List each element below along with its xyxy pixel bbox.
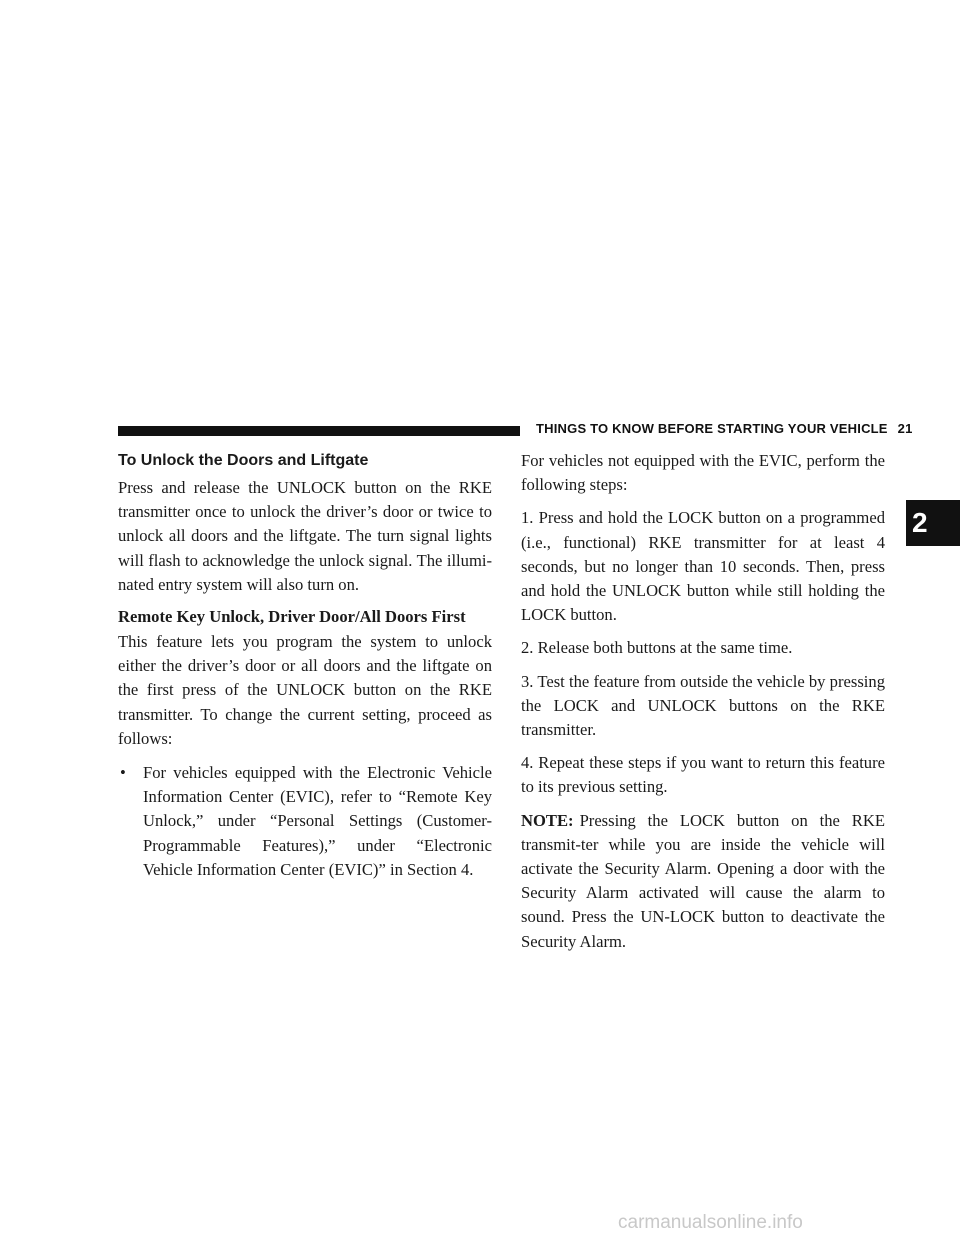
page-number: 21: [897, 421, 913, 436]
left-column: [118, 450, 492, 882]
step-item: 3. Test the feature from outside the vehicle by pressing the LOCK and UNLOCK buttons on the RKE transmitter.: [521, 671, 885, 740]
header-title: THINGS TO KNOW BEFORE STARTING YOUR VEHICLE: [536, 421, 888, 436]
note-text: Pressing the LOCK button on the RKE transmit-ter while you are inside the vehicle will activate the Security Alarm. Opening a door with the Security Alarm activated will cause the alarm to sound. Press the UN-LOCK button to deactivate the Security Alarm.: [521, 810, 885, 951]
right-column: [521, 449, 885, 954]
subheading: Remote Key Unlock, Driver Door/All Doors First: [118, 607, 466, 627]
paragraph: Press and release the UNLOCK button on the RKE transmitter once to unlock the driver’s door or twice to unlock all doors and the liftgate. The turn signal lights will flash to acknowledge the unlock signal. The illumi-nated entry system will also turn on.: [118, 478, 492, 594]
bullet-mark: •: [120, 763, 126, 783]
running-header: [536, 421, 913, 436]
step-item: 1. Press and hold the LOCK button on a programmed (i.e., functional) RKE transmitter for at least 4 seconds, but no longer than 10 seconds. Then, press and hold the UNLOCK button while still holding the LOCK button.: [521, 508, 885, 625]
section-tab: 2: [906, 500, 960, 546]
bullet-text: For vehicles equipped with the Electronic Vehicle Information Center (EVIC), refer to “Remote Key Unlock,” under “Personal Settings (Customer-Programmable Features),” under “Electronic Vehicle Information Center (EVIC)” in Section 4.: [143, 763, 492, 879]
bullet-item: [118, 761, 492, 882]
section-heading: To Unlock the Doors and Liftgate: [118, 452, 369, 469]
paragraph: For vehicles not equipped with the EVIC, perform the following steps:: [521, 451, 885, 495]
paragraph: This feature lets you program the system to unlock either the driver’s door or all doors and the liftgate on the first press of the UNLOCK button on the RKE transmitter. To change the current setting, proceed as follows:: [118, 632, 492, 748]
watermark: carmanualsonline.info: [618, 1212, 803, 1233]
header-rule: [118, 426, 520, 436]
step-item: 2. Release both buttons at the same time.: [521, 638, 793, 658]
step-item: 4. Repeat these steps if you want to return this feature to its previous setting.: [521, 753, 885, 797]
note-label: NOTE:: [521, 810, 574, 830]
note-paragraph: [521, 809, 885, 954]
